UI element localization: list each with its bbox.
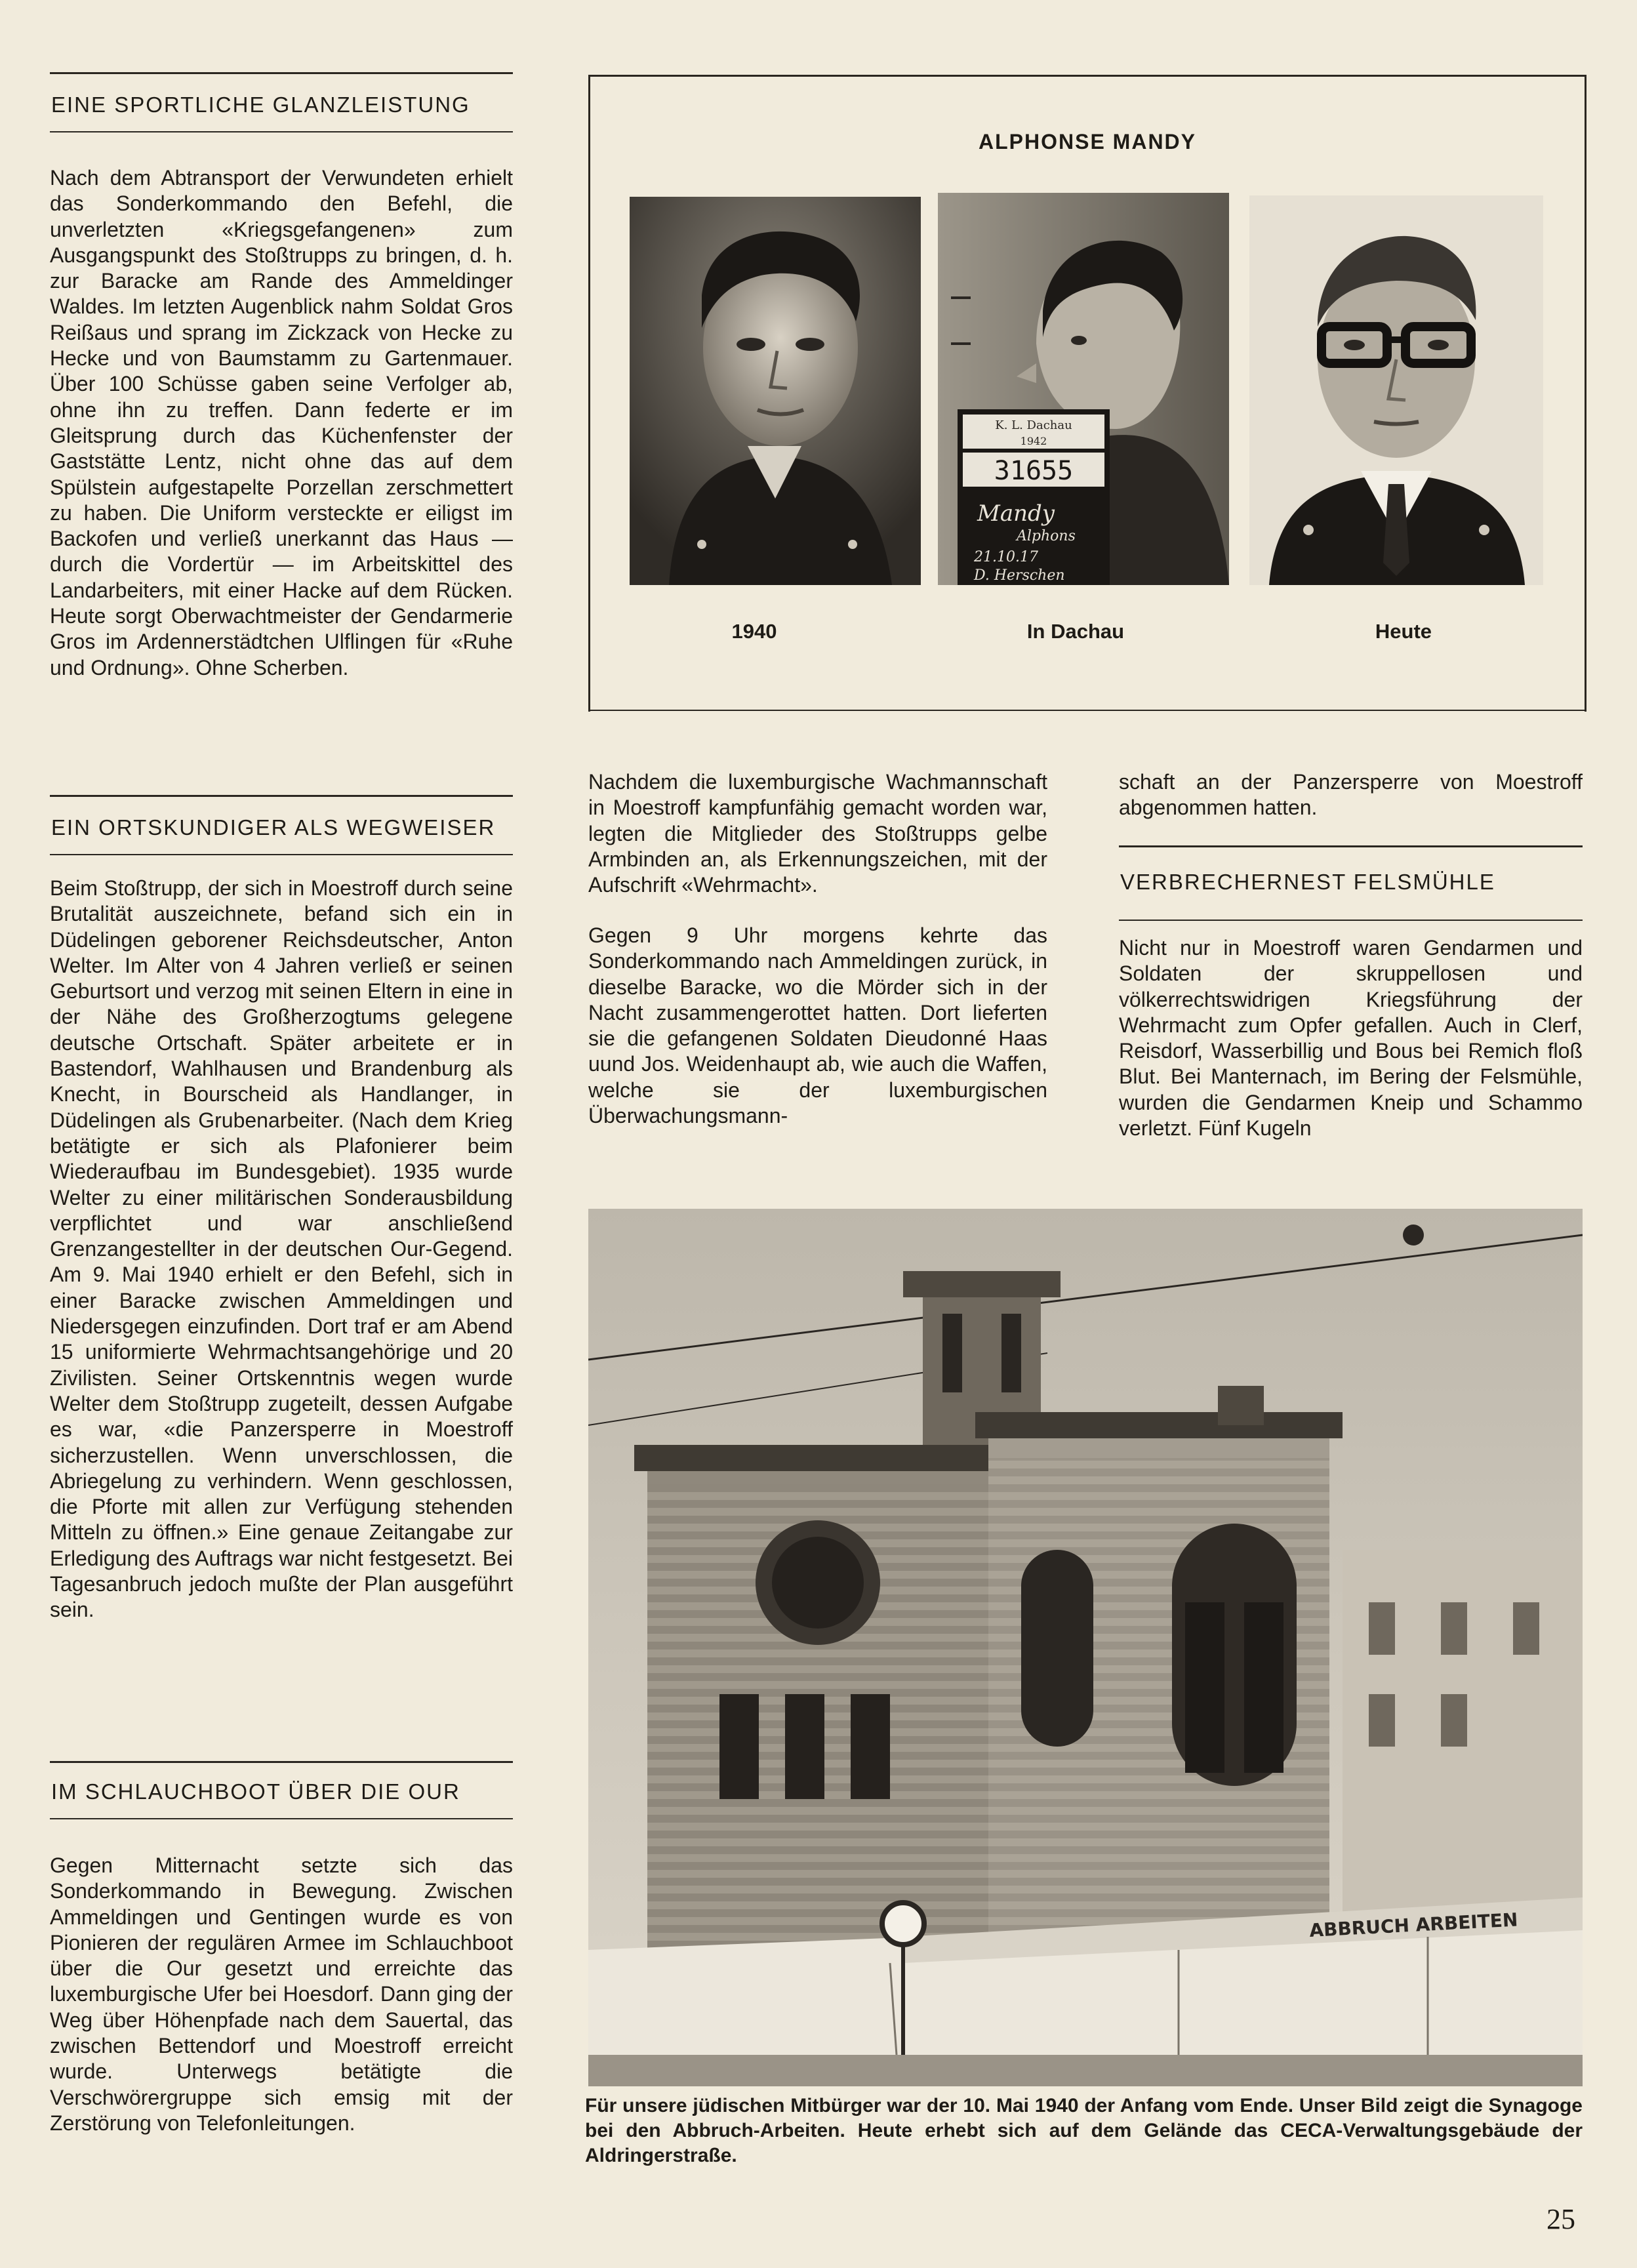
synagogue-image bbox=[588, 1209, 1583, 2086]
synagogue-photo bbox=[588, 1209, 1583, 2086]
portrait-photo-dachau bbox=[938, 193, 1229, 585]
portrait-photo-1940 bbox=[630, 197, 921, 585]
article-paragraph: Gegen Mitternacht setzte sich das Sonderkommando in Bewegung. Zwischen Ammeldingen und Gentingen wurde es von Pionieren der regulären Armee im Schlauchboot über die Our gesetzt und erreichte das luxemburgische Ufer bei Hoesdorf. Dann ging der Weg über Höhenpfade nach dem Sauertal, das zwischen Bettendorf und Moestroff erreicht wurde. Unterwegs betätigte die Verschwörergruppe sich emsig mit der Zerstörung von Telefonleitungen. bbox=[50, 1853, 513, 2135]
section-rule bbox=[1119, 845, 1583, 847]
placard-date: 21.10.17 bbox=[974, 549, 1038, 565]
placard-name: Mandy bbox=[977, 500, 1055, 527]
section-rule bbox=[50, 1818, 513, 1819]
section-heading-felsmuehle: VERBRECHERNEST FELSMÜHLE bbox=[1120, 870, 1495, 894]
section-rule bbox=[50, 795, 513, 797]
demolition-sign: ABBRUCH ARBEITEN bbox=[1308, 1909, 1519, 1941]
placard-year: 1942 bbox=[1020, 435, 1047, 447]
portrait-box-bottom-rule bbox=[588, 710, 1586, 711]
section-heading-ortskundiger: EIN ORTSKUNDIGER ALS WEGWEISER bbox=[51, 815, 496, 840]
placard-firstname: Alphons bbox=[1017, 528, 1076, 544]
article-paragraph: Nicht nur in Moestroff waren Gendarmen und Soldaten der skruppellosen und völkerrechtswidrigen Kriegsführung der Wehrmacht zum Opfer gefallen. Auch in Clerf, Reisdorf, Wasserbillig und Bous bei Remich floß Blut. Bei Manternach, im Bering der Felsmühle, wurden die Gendarmen Kneip und Schammo verletzt. Fünf Kugeln bbox=[1119, 936, 1583, 1141]
portrait-dachau-image bbox=[938, 193, 1229, 585]
article-paragraph: schaft an der Panzersperre von Moestroff abgenommen hatten. bbox=[1119, 770, 1583, 820]
section-heading-sportliche-glanzleistung: EINE SPORTLICHE GLANZLEISTUNG bbox=[51, 92, 470, 117]
portrait-heute-image bbox=[1249, 195, 1543, 585]
page-number: 25 bbox=[1546, 2203, 1575, 2235]
article-paragraph: Nach dem Abtransport der Verwundeten erhielt das Sonderkommando den Befehl, die unverletzten «Kriegsgefangenen» zum Ausgangspunkt des Stoßtrupps zu bringen, d. h. zur Baracke am Rande des Ammeldinger Waldes. Im letzten Augenblick nahm Soldat Gros Reißaus und sprang im Zickzack von Hecke zu Hecke und von Baumstamm zu Gartenmauer. Über 100 Schüsse gaben seine Verfolger ab, ohne ihn zu treffen. Dann federte er im Gleitsprung durch das Küchenfenster der Gaststätte Lentz, nicht ohne das auf dem Spülstein aufgestapelte Porzellan zerschmettert zu haben. Die Uniform versteckte er eiligst im Backofen und verließ unerkannt das Haus — durch die Vordertür — im Arbeitskittel des Landarbeiters, mit einer Hacke auf dem Rücken. Heute sorgt Oberwachtmeister der Gendarmerie Gros im Ardennerstädtchen Ulflingen für «Ruhe und Ordnung». Ohne Scherben. bbox=[50, 166, 513, 679]
section-rule bbox=[50, 854, 513, 855]
portrait-box-title: ALPHONSE MANDY bbox=[978, 130, 1196, 153]
section-rule bbox=[50, 72, 513, 74]
section-rule bbox=[50, 131, 513, 132]
placard-place: D. Herschen bbox=[974, 567, 1065, 584]
section-heading-schlauchboot: IM SCHLAUCHBOOT ÜBER DIE OUR bbox=[51, 1779, 460, 1804]
section-rule bbox=[50, 1761, 513, 1763]
portrait-photo-heute bbox=[1249, 195, 1543, 585]
synagogue-caption: Für unsere jüdischen Mitbürger war der 10. Mai 1940 der Anfang vom Ende. Unser Bild zeigt die Synagoge bei den Abbruch-Arbeiten. Heute erhebt sich auf dem Gelände das CECA-Verwaltungsgebäude der Aldringerstraße. bbox=[585, 2095, 1583, 2166]
portrait-caption-heute: Heute bbox=[1375, 620, 1432, 643]
portrait-1940-image bbox=[630, 197, 921, 585]
placard-number: 31655 bbox=[994, 456, 1074, 486]
portrait-caption-1940: 1940 bbox=[731, 620, 777, 643]
article-paragraph: Gegen 9 Uhr morgens kehrte das Sonderkommando nach Ammeldingen zurück, in dieselbe Baracke, wo die Mörder sich in der Nacht zusammengerottet hatten. Dort lieferten sie die gefangenen Soldaten Dieudonné Haas uund Jos. Weidenhaupt ab, wie auch die Waffen, welche sie der luxemburgischen Überwachungsmann- bbox=[588, 923, 1047, 1128]
article-paragraph: Nachdem die luxemburgische Wachmannschaft in Moestroff kampfunfähig gemacht worden war, legten die Mitglieder des Stoßtrupps gelbe Armbinden an, als Erkennungszeichen, mit der Aufschrift «Wehrmacht». bbox=[588, 770, 1047, 897]
portrait-caption-dachau: In Dachau bbox=[1026, 620, 1125, 643]
article-paragraph: Beim Stoßtrupp, der sich in Moestroff durch seine Brutalität auszeichnete, befand sich ein in Düdelingen geborener Reichsdeutscher, Anton Welter. Im Alter von 4 Jahren verließ er seinen Geburtsort und verzog mit seinen Eltern in eine in der Nähe des Großherzogtums gelegene deutsche Ortschaft. Später arbeitete er in Bastendorf, Wahlhausen und Brandenburg als Knecht, in Bourscheid als Handlanger, in Düdelingen als Grubenarbeiter. (Nach dem Krieg betätigte er sich als Plafonierer beim Wiederaufbau im Bundesgebiet). 1935 wurde Welter zu einer militärischen Sonderausbildung verpflichtet und war anschließend Grenzangestellter in der deutschen Our-Gegend. Am 9. Mai 1940 erhielt er den Befehl, sich in einer Baracke zwischen Ammeldingen und Niedersgegen einzufinden. Dort traf er am Abend 15 uniformierte Wehrmachtsangehörige und 20 Zivilisten. Seiner Ortskenntnis wegen wurde Welter dem Stoßtrupp zugeteilt, dessen Aufgabe es war, «die Panzersperre in Moestroff sicherzustellen. Wenn unverschlossen, die Abriegelung zu verhindern. Wenn geschlossen, die Pforte mit allen zur Verfügung stehenden Mitteln zu öffnen.» Eine genaue Zeitangabe zur Erledigung des Auftrags war nicht festgesetzt. Bei Tagesanbruch jedoch mußte der Plan ausgeführt sein. bbox=[50, 876, 513, 1622]
placard-camp: K. L. Dachau bbox=[995, 418, 1072, 432]
section-rule bbox=[1119, 920, 1583, 921]
